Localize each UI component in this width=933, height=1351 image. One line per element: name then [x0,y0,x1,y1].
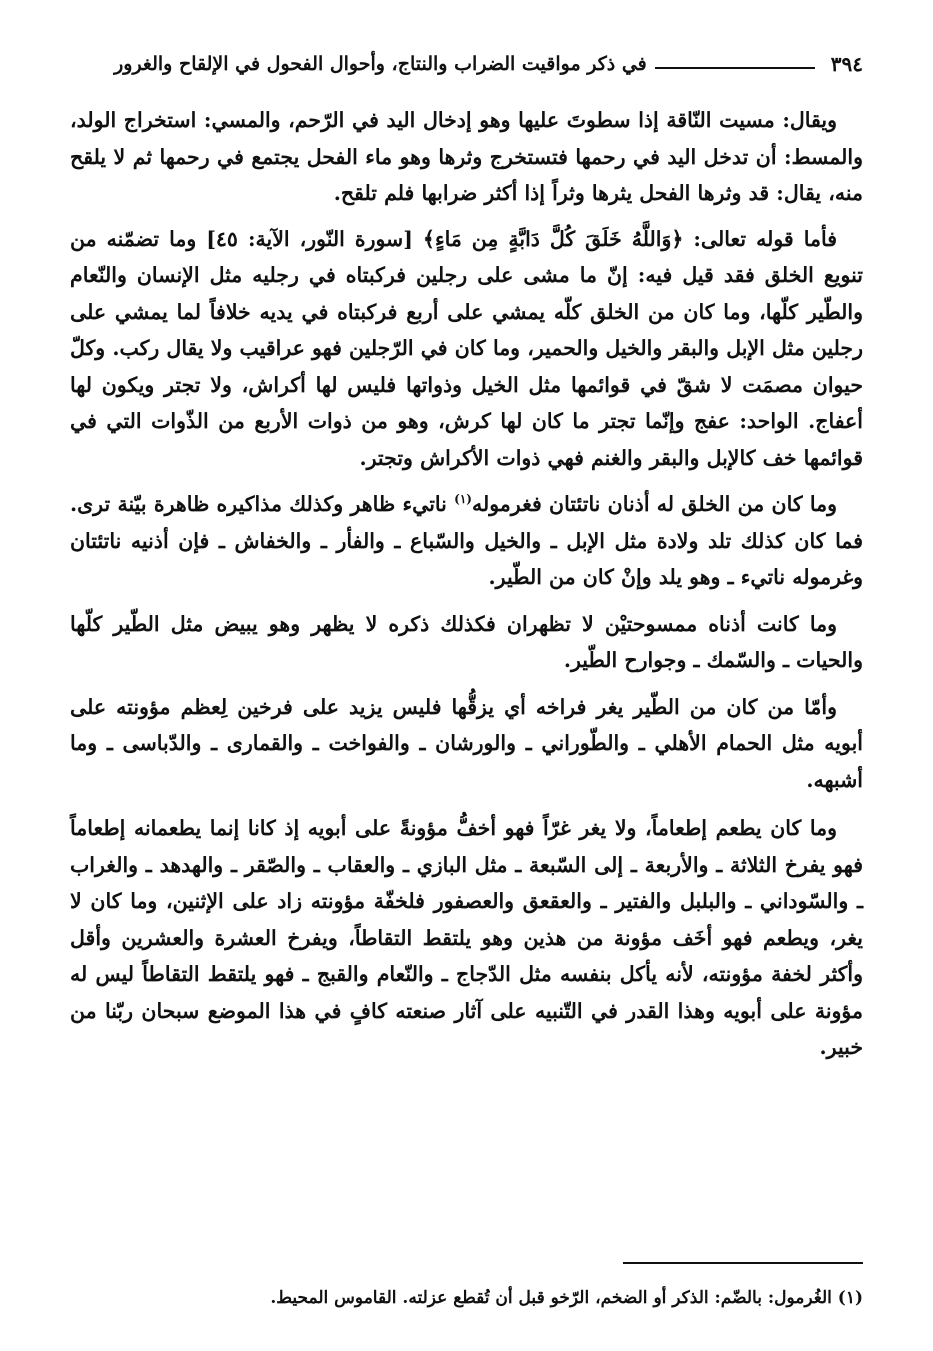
paragraph-text: ناتيء ظاهر وكذلك مذاكيره ظاهرة بيّنة ترى. فما كان كذلك تلد ولادة مثل الإبل ـ والخيل والسّباع ـ والفأر ـ والخفاش ـ فإن أذنيه ناتئتان وغرموله ناتيء ـ وهو يلد وإنْ كان من الطّير. [70,492,863,589]
footnote: (١) الغُرمول: بالضّم: الذكر أو الضخم، الرّخو قبل أن تُقطع عزلته. القاموس المحيط. [270,1288,863,1308]
footnote-reference[interactable]: (١) [454,492,472,507]
paragraph: وأمّا من كان من الطّير يغر فراخه أي يزقُّها فليس يزيد على فرخين لِعظم مؤونته على أبويه مثل الحمام الأهلي ـ والطّوراني ـ والورشان ـ والفواخت ـ والقمارى ـ والدّباسى ـ وما أشبهه. [70,694,863,792]
paragraph: ويقال: مسيت النّاقة إذا سطوتَ عليها وهو إدخال اليد في الرّحم، والمسي: استخراج الولد، والمسط: أن تدخل اليد في رحمها فتستخرج وثرها وهو ماء الفحل يجتمع في رحمها ثم لا يلقح منه، يقال: قد وثرها الفحل يثرها وثراً إذا أكثر ضرابها فلم تلقح. [70,108,863,205]
paragraph: فأما قوله تعالى: ﴿وَاللَّهُ خَلَقَ كُلَّ دَابَّةٍ مِن مَاءٍ﴾ [سورة النّور، الآية: ٤٥] وما تضمّنه من تنويع الخلق فقد قيل فيه: إنّ ما مشى على رجلين فركبتاه في رجليه مثل الإنسان والنّعام والطّير كلّها، وما كان من الخلق كلّه يمشي على أربع فركبتاه في يديه خلافاً لما يمشي على رجلين مثل الإبل والبقر والخيل والحمير، وما كان في الرّجلين فهو عراقيب ولا يقال ركب. وكلّ حيوان مصمَت لا شقّ في قوائمها مثل الخيل وذواتها فليس لها أكراش، ولا تجتر ويكون لها أعفاج. الواحد: عفج وإنّما تجتر ما كان لها كرش، وهو من ذوات الأربع من الذّوات التي في قوائمها خف كالإبل والبقر والغنم فهي ذوات الأكراش وتجتر. [70,226,863,470]
paragraph: وما كانت أذناه ممسوحتيْن لا تظهران فكذلك ذكره لا يظهر وهو يبيض مثل الطّير كلّها والحيات ـ والسّمك ـ وجوارح الطّير. [70,611,863,672]
paragraph: وما كان يطعم إطعاماً، ولا يغر غرّاً فهو أخفُّ مؤونةً على أبويه إذ كانا إنما يطعمانه إطعاماً فهو يفرخ الثلاثة ـ والأربعة ـ إلى السّبعة ـ مثل البازي ـ والعقاب ـ والصّقر ـ والهدهد ـ والغراب ـ والسّوداني ـ والبلبل والفتير ـ والعقعق والعصفور فلخفّة مؤونته زاد على الإثنين، وما كان لا يغر، ويطعم فهو أخَف مؤونة من هذين وهو يلتقط التقاطاً، ويفرخ العشرة والعشرين وأقل وأكثر لخفة مؤونته، لأنه يأكل بنفسه مثل الدّجاج ـ والنّعام والقبج ـ فهو يلتقط التقاطاً ليس له مؤونة على أبويه وهذا القدر في التّنبيه على آثار صنعته كافٍ في هذا الموضع سبحان ربّنا من خبير. [70,816,863,1059]
page-number: ٣٩٤ [830,52,863,76]
paragraph [70,486,863,596]
page-body [70,102,863,1075]
running-title: في ذكر مواقيت الضراب والنتاج، وأحوال الفحول في الإلقاح والغرور [114,53,647,75]
header-rule [655,67,815,69]
paragraph-text: وما كان من الخلق له أذنان ناتئتان فغرموله [471,492,838,516]
footnote-rule [623,1262,863,1264]
page-header [88,44,863,84]
